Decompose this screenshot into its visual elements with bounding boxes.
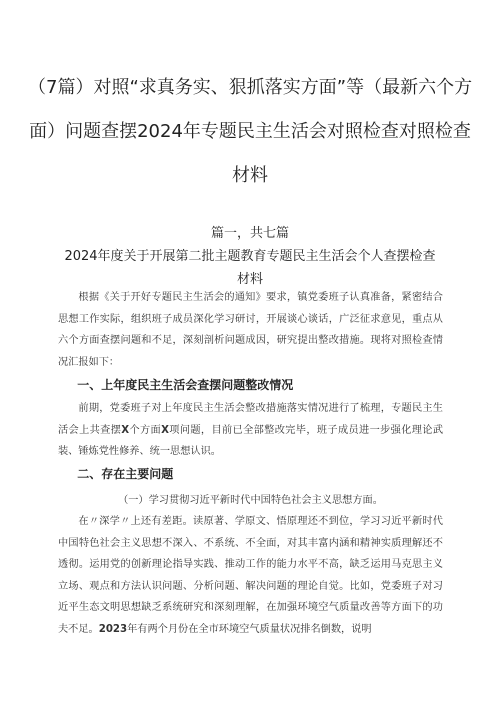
article-title-line-1: 2024年度关于开展第二批主题教育专题民主生活会个人查摆检查 (64, 249, 436, 264)
intro-paragraph: 根据《关于开好专题民主生活会的通知》要求，镇党委班子认真准备，紧密结合思想工作实际，组织班子成员深化学习研讨，开展谈心谈话，广泛征求意见，重点从六个方面查摆问题和不足，深刻剖析问题成因，研究提出整改措施。现将对照检查情况汇报如下： (58, 292, 443, 368)
subheading-1: （一）学习贯彻习近平新时代中国特色社会主义思想方面。 (118, 495, 383, 506)
document-title (28, 66, 472, 198)
paragraph-rectification (58, 398, 443, 463)
heading-section-2: 二、存在主要问题 (77, 467, 174, 481)
paragraph-issues (58, 511, 443, 640)
para1-text-b: 个方面 (129, 424, 162, 436)
heading-section-1: 一、上年度民主生活会查摆问题整改情况 (77, 378, 294, 392)
para1-text-c: 项问题，目前已全部整改完毕，班子成员进一步强化理论武装、锤炼党性修养、统一思想认识。 (58, 424, 444, 457)
article-title-line-2: 材料 (236, 272, 263, 287)
section-label: 篇一，共七篇 (210, 226, 289, 241)
para1-x-items: X (161, 424, 169, 436)
para1-text-a: 前期，党委班子对上年度民主生活会整改措施落实情况进行了梳理，专题民主生活会上共查摆 (58, 403, 443, 436)
title-line-2: 面）问题查摆2024年专题民主生活会对照检查对照检查 (29, 121, 471, 142)
para2-text-b: 年有两个月份在全市环境空气质量状况排名倒数，说明 (127, 623, 372, 635)
title-line-1: （7篇）对照“求真务实、狠抓落实方面”等（最新六个方 (28, 77, 473, 98)
para2-year: 2023 (98, 623, 128, 635)
title-line-3: 材料 (232, 165, 268, 186)
para1-x-count: X (121, 424, 130, 436)
para2-text-a: 在〃深学〃上还有差距。读原著、学原文、悟原理还不到位，学习习近平新时代中国特色社会主义思想不深入、不系统、不全面，对其丰富内涵和精神实质理解还不透彻。运用党的创新理论指导实践、推动工作的能力水平不高，缺乏运用马克思主义立场、观点和方法认识问题、分析问题、解决问题的理论自觉。比如，党委班子对习近平生态文明思想缺乏系统研究和深刻理解，在加强环境空气质量改善等方面下的功夫不足。 (58, 516, 443, 635)
